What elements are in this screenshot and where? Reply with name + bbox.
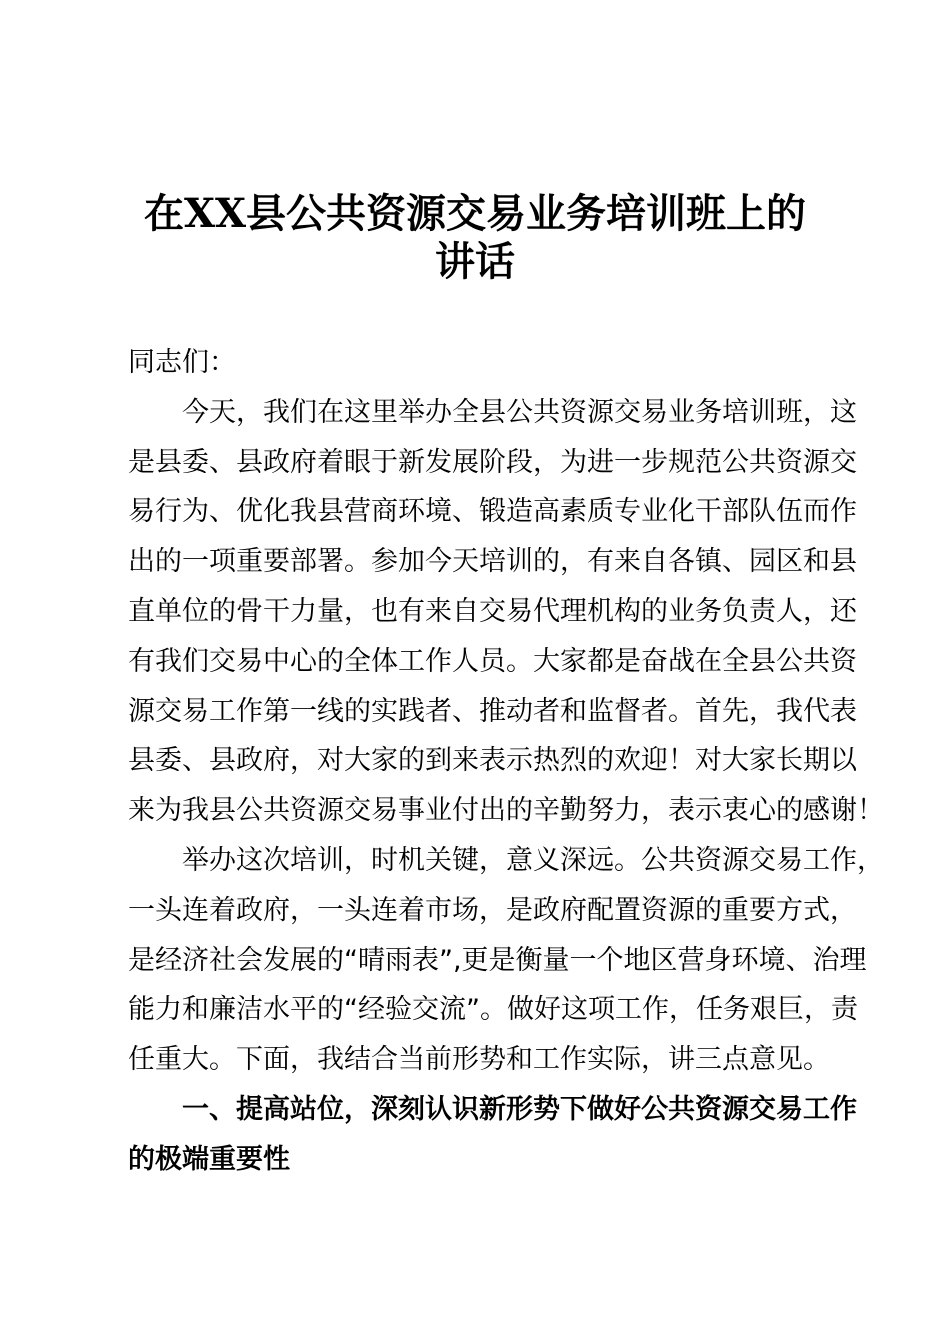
text-line: 今天，我们在这里举办全县公共资源交易业务培训班，这 bbox=[182, 396, 857, 428]
paragraph bbox=[128, 836, 884, 1085]
text-line: 直单位的骨干力量，也有来自交易代理机构的业务负责人，还 bbox=[128, 595, 857, 627]
text-line: 举办这次培训，时机关键，意义深远。公共资源交易工作， bbox=[182, 844, 884, 876]
text-line: 有我们交易中心的全体工作人员。大家都是奋战在全县公共资 bbox=[128, 645, 857, 677]
title-line: 在XX县公共资源交易业务培训班上的 bbox=[143, 190, 807, 237]
text-line: 来为我县公共资源交易事业付出的辛勤努力，表示衷心的感谢！ bbox=[128, 795, 884, 827]
text-line: 任重大。下面，我结合当前形势和工作实际，讲三点意见。 bbox=[128, 1044, 830, 1076]
text-line: 出的一项重要部署。参加今天培训的，有来自各镇、园区和县 bbox=[128, 546, 857, 578]
text-line: 县委、县政府，对大家的到来表示热烈的欢迎！对大家长期以 bbox=[128, 745, 857, 777]
section-heading bbox=[128, 1085, 857, 1185]
text-line: 易行为、优化我县营商环境、锻造高素质专业化干部队伍而作 bbox=[128, 496, 857, 528]
document-body bbox=[128, 338, 884, 1185]
text-line: 能力和廉洁水平的“经验交流”。做好这项工作，任务艰巨，责 bbox=[128, 994, 858, 1026]
salutation: 同志们： bbox=[128, 347, 236, 378]
paragraph bbox=[128, 388, 884, 836]
heading-line: 一、提高站位，深刻认识新形势下做好公共资源交易工作 bbox=[182, 1093, 857, 1125]
text-line: 是县委、县政府着眼于新发展阶段，为进一步规范公共资源交 bbox=[128, 446, 857, 478]
text-line: 一头连着政府，一头连着市场，是政府配置资源的重要方式， bbox=[128, 894, 857, 926]
text-line: 源交易工作第一线的实践者、推动者和监督者。首先，我代表 bbox=[128, 695, 857, 727]
title-line: 讲话 bbox=[435, 238, 515, 285]
heading-line: 的极端重要性 bbox=[128, 1143, 290, 1175]
text-line: 是经济社会发展的“晴雨表”,更是衡量一个地区营身环境、治理 bbox=[128, 944, 867, 976]
document-title bbox=[0, 190, 950, 286]
